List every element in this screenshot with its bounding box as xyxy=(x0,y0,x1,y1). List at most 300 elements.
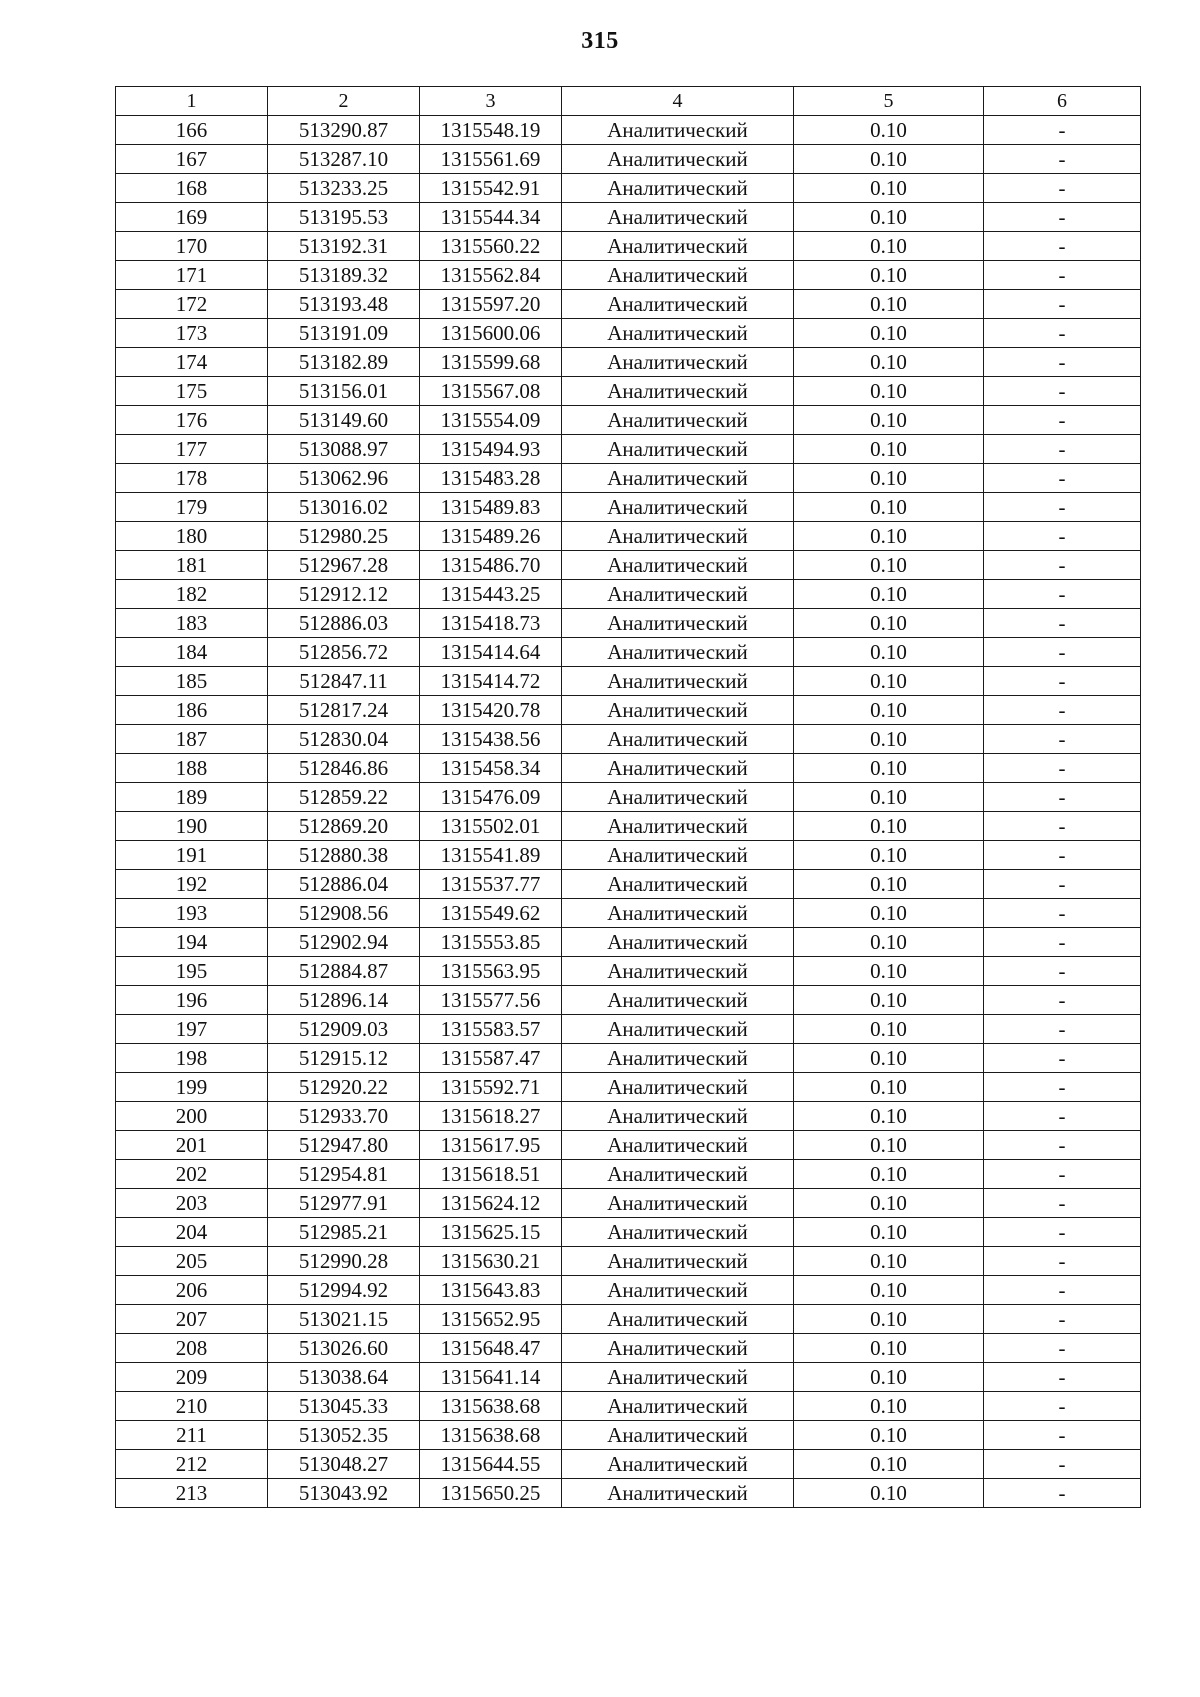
table-row xyxy=(116,957,1141,986)
coordinates-table xyxy=(115,86,1141,1508)
x-coordinate-cell: 512886.03 xyxy=(268,609,420,638)
accuracy-cell: 0.10 xyxy=(794,1073,984,1102)
table-row xyxy=(116,1160,1141,1189)
y-coordinate-cell: 1315561.69 xyxy=(420,145,562,174)
note-cell: - xyxy=(984,1131,1141,1160)
table-row xyxy=(116,522,1141,551)
accuracy-cell: 0.10 xyxy=(794,1189,984,1218)
accuracy-cell: 0.10 xyxy=(794,1102,984,1131)
note-cell: - xyxy=(984,580,1141,609)
y-coordinate-cell: 1315554.09 xyxy=(420,406,562,435)
table-row xyxy=(116,986,1141,1015)
method-cell: Аналитический xyxy=(562,551,794,580)
x-coordinate-cell: 512954.81 xyxy=(268,1160,420,1189)
method-cell: Аналитический xyxy=(562,232,794,261)
accuracy-cell: 0.10 xyxy=(794,1044,984,1073)
x-coordinate-cell: 513195.53 xyxy=(268,203,420,232)
accuracy-cell: 0.10 xyxy=(794,348,984,377)
table-row xyxy=(116,1276,1141,1305)
method-cell: Аналитический xyxy=(562,986,794,1015)
accuracy-cell: 0.10 xyxy=(794,986,984,1015)
accuracy-cell: 0.10 xyxy=(794,725,984,754)
point-number-cell: 178 xyxy=(116,464,268,493)
y-coordinate-cell: 1315438.56 xyxy=(420,725,562,754)
table-row xyxy=(116,116,1141,145)
note-cell: - xyxy=(984,1421,1141,1450)
method-cell: Аналитический xyxy=(562,1218,794,1247)
note-cell: - xyxy=(984,116,1141,145)
point-number-cell: 204 xyxy=(116,1218,268,1247)
x-coordinate-cell: 513062.96 xyxy=(268,464,420,493)
point-number-cell: 200 xyxy=(116,1102,268,1131)
x-coordinate-cell: 513043.92 xyxy=(268,1479,420,1508)
table-row xyxy=(116,1305,1141,1334)
y-coordinate-cell: 1315618.27 xyxy=(420,1102,562,1131)
accuracy-cell: 0.10 xyxy=(794,783,984,812)
method-cell: Аналитический xyxy=(562,783,794,812)
note-cell: - xyxy=(984,1189,1141,1218)
method-cell: Аналитический xyxy=(562,957,794,986)
point-number-cell: 184 xyxy=(116,638,268,667)
note-cell: - xyxy=(984,464,1141,493)
point-number-cell: 168 xyxy=(116,174,268,203)
point-number-cell: 179 xyxy=(116,493,268,522)
y-coordinate-cell: 1315549.62 xyxy=(420,899,562,928)
x-coordinate-cell: 512886.04 xyxy=(268,870,420,899)
accuracy-cell: 0.10 xyxy=(794,841,984,870)
x-coordinate-cell: 512967.28 xyxy=(268,551,420,580)
accuracy-cell: 0.10 xyxy=(794,406,984,435)
accuracy-cell: 0.10 xyxy=(794,1131,984,1160)
point-number-cell: 203 xyxy=(116,1189,268,1218)
point-number-cell: 209 xyxy=(116,1363,268,1392)
point-number-cell: 197 xyxy=(116,1015,268,1044)
y-coordinate-cell: 1315592.71 xyxy=(420,1073,562,1102)
method-cell: Аналитический xyxy=(562,1044,794,1073)
table-row xyxy=(116,1247,1141,1276)
y-coordinate-cell: 1315625.15 xyxy=(420,1218,562,1247)
table-row xyxy=(116,464,1141,493)
accuracy-cell: 0.10 xyxy=(794,1479,984,1508)
table-row xyxy=(116,812,1141,841)
note-cell: - xyxy=(984,696,1141,725)
point-number-cell: 175 xyxy=(116,377,268,406)
note-cell: - xyxy=(984,551,1141,580)
y-coordinate-cell: 1315420.78 xyxy=(420,696,562,725)
point-number-cell: 185 xyxy=(116,667,268,696)
note-cell: - xyxy=(984,1160,1141,1189)
note-cell: - xyxy=(984,841,1141,870)
accuracy-cell: 0.10 xyxy=(794,754,984,783)
method-cell: Аналитический xyxy=(562,1247,794,1276)
note-cell: - xyxy=(984,522,1141,551)
point-number-cell: 201 xyxy=(116,1131,268,1160)
x-coordinate-cell: 512830.04 xyxy=(268,725,420,754)
method-cell: Аналитический xyxy=(562,348,794,377)
x-coordinate-cell: 512896.14 xyxy=(268,986,420,1015)
y-coordinate-cell: 1315583.57 xyxy=(420,1015,562,1044)
y-coordinate-cell: 1315563.95 xyxy=(420,957,562,986)
y-coordinate-cell: 1315486.70 xyxy=(420,551,562,580)
method-cell: Аналитический xyxy=(562,1276,794,1305)
accuracy-cell: 0.10 xyxy=(794,696,984,725)
table-row xyxy=(116,841,1141,870)
table-row xyxy=(116,174,1141,203)
table-row xyxy=(116,667,1141,696)
method-cell: Аналитический xyxy=(562,1421,794,1450)
x-coordinate-cell: 512980.25 xyxy=(268,522,420,551)
point-number-cell: 195 xyxy=(116,957,268,986)
table-row xyxy=(116,435,1141,464)
method-cell: Аналитический xyxy=(562,812,794,841)
method-cell: Аналитический xyxy=(562,203,794,232)
x-coordinate-cell: 513048.27 xyxy=(268,1450,420,1479)
accuracy-cell: 0.10 xyxy=(794,319,984,348)
x-coordinate-cell: 513045.33 xyxy=(268,1392,420,1421)
y-coordinate-cell: 1315553.85 xyxy=(420,928,562,957)
note-cell: - xyxy=(984,1044,1141,1073)
y-coordinate-cell: 1315542.91 xyxy=(420,174,562,203)
method-cell: Аналитический xyxy=(562,928,794,957)
method-cell: Аналитический xyxy=(562,1450,794,1479)
method-cell: Аналитический xyxy=(562,1363,794,1392)
table-row xyxy=(116,145,1141,174)
method-cell: Аналитический xyxy=(562,290,794,319)
point-number-cell: 176 xyxy=(116,406,268,435)
table-row xyxy=(116,203,1141,232)
table-row xyxy=(116,580,1141,609)
point-number-cell: 208 xyxy=(116,1334,268,1363)
note-cell: - xyxy=(984,1218,1141,1247)
accuracy-cell: 0.10 xyxy=(794,870,984,899)
accuracy-cell: 0.10 xyxy=(794,899,984,928)
table-header-row xyxy=(116,87,1141,116)
accuracy-cell: 0.10 xyxy=(794,551,984,580)
method-cell: Аналитический xyxy=(562,261,794,290)
accuracy-cell: 0.10 xyxy=(794,174,984,203)
accuracy-cell: 0.10 xyxy=(794,464,984,493)
y-coordinate-cell: 1315476.09 xyxy=(420,783,562,812)
accuracy-cell: 0.10 xyxy=(794,232,984,261)
accuracy-cell: 0.10 xyxy=(794,1015,984,1044)
y-coordinate-cell: 1315414.64 xyxy=(420,638,562,667)
y-coordinate-cell: 1315494.93 xyxy=(420,435,562,464)
point-number-cell: 180 xyxy=(116,522,268,551)
method-cell: Аналитический xyxy=(562,406,794,435)
note-cell: - xyxy=(984,986,1141,1015)
accuracy-cell: 0.10 xyxy=(794,638,984,667)
x-coordinate-cell: 513182.89 xyxy=(268,348,420,377)
column-header: 5 xyxy=(794,87,984,116)
point-number-cell: 171 xyxy=(116,261,268,290)
y-coordinate-cell: 1315418.73 xyxy=(420,609,562,638)
method-cell: Аналитический xyxy=(562,580,794,609)
note-cell: - xyxy=(984,1276,1141,1305)
accuracy-cell: 0.10 xyxy=(794,377,984,406)
accuracy-cell: 0.10 xyxy=(794,203,984,232)
table-row xyxy=(116,493,1141,522)
method-cell: Аналитический xyxy=(562,899,794,928)
point-number-cell: 172 xyxy=(116,290,268,319)
note-cell: - xyxy=(984,667,1141,696)
x-coordinate-cell: 513156.01 xyxy=(268,377,420,406)
method-cell: Аналитический xyxy=(562,609,794,638)
accuracy-cell: 0.10 xyxy=(794,609,984,638)
y-coordinate-cell: 1315648.47 xyxy=(420,1334,562,1363)
y-coordinate-cell: 1315644.55 xyxy=(420,1450,562,1479)
x-coordinate-cell: 512994.92 xyxy=(268,1276,420,1305)
x-coordinate-cell: 513191.09 xyxy=(268,319,420,348)
point-number-cell: 167 xyxy=(116,145,268,174)
point-number-cell: 181 xyxy=(116,551,268,580)
note-cell: - xyxy=(984,261,1141,290)
y-coordinate-cell: 1315599.68 xyxy=(420,348,562,377)
column-header: 3 xyxy=(420,87,562,116)
table-row xyxy=(116,1073,1141,1102)
x-coordinate-cell: 512846.86 xyxy=(268,754,420,783)
table-row xyxy=(116,232,1141,261)
point-number-cell: 196 xyxy=(116,986,268,1015)
method-cell: Аналитический xyxy=(562,638,794,667)
accuracy-cell: 0.10 xyxy=(794,1160,984,1189)
x-coordinate-cell: 513021.15 xyxy=(268,1305,420,1334)
x-coordinate-cell: 513287.10 xyxy=(268,145,420,174)
x-coordinate-cell: 512817.24 xyxy=(268,696,420,725)
y-coordinate-cell: 1315458.34 xyxy=(420,754,562,783)
method-cell: Аналитический xyxy=(562,1073,794,1102)
point-number-cell: 169 xyxy=(116,203,268,232)
point-number-cell: 191 xyxy=(116,841,268,870)
point-number-cell: 194 xyxy=(116,928,268,957)
point-number-cell: 193 xyxy=(116,899,268,928)
y-coordinate-cell: 1315502.01 xyxy=(420,812,562,841)
table-row xyxy=(116,609,1141,638)
y-coordinate-cell: 1315567.08 xyxy=(420,377,562,406)
note-cell: - xyxy=(984,812,1141,841)
note-cell: - xyxy=(984,435,1141,464)
method-cell: Аналитический xyxy=(562,725,794,754)
x-coordinate-cell: 513052.35 xyxy=(268,1421,420,1450)
point-number-cell: 213 xyxy=(116,1479,268,1508)
table-row xyxy=(116,319,1141,348)
note-cell: - xyxy=(984,1247,1141,1276)
point-number-cell: 206 xyxy=(116,1276,268,1305)
y-coordinate-cell: 1315650.25 xyxy=(420,1479,562,1508)
method-cell: Аналитический xyxy=(562,870,794,899)
y-coordinate-cell: 1315537.77 xyxy=(420,870,562,899)
table-row xyxy=(116,1189,1141,1218)
x-coordinate-cell: 512947.80 xyxy=(268,1131,420,1160)
y-coordinate-cell: 1315489.83 xyxy=(420,493,562,522)
table-row xyxy=(116,696,1141,725)
x-coordinate-cell: 512869.20 xyxy=(268,812,420,841)
note-cell: - xyxy=(984,1015,1141,1044)
table-row xyxy=(116,406,1141,435)
table-row xyxy=(116,1421,1141,1450)
method-cell: Аналитический xyxy=(562,145,794,174)
point-number-cell: 173 xyxy=(116,319,268,348)
y-coordinate-cell: 1315638.68 xyxy=(420,1421,562,1450)
table-row xyxy=(116,377,1141,406)
x-coordinate-cell: 513189.32 xyxy=(268,261,420,290)
table-row xyxy=(116,1131,1141,1160)
accuracy-cell: 0.10 xyxy=(794,1218,984,1247)
accuracy-cell: 0.10 xyxy=(794,812,984,841)
y-coordinate-cell: 1315414.72 xyxy=(420,667,562,696)
point-number-cell: 207 xyxy=(116,1305,268,1334)
table-row xyxy=(116,899,1141,928)
point-number-cell: 187 xyxy=(116,725,268,754)
method-cell: Аналитический xyxy=(562,319,794,348)
note-cell: - xyxy=(984,638,1141,667)
table-body xyxy=(116,116,1141,1508)
accuracy-cell: 0.10 xyxy=(794,145,984,174)
method-cell: Аналитический xyxy=(562,377,794,406)
x-coordinate-cell: 512909.03 xyxy=(268,1015,420,1044)
table-row xyxy=(116,783,1141,812)
x-coordinate-cell: 513192.31 xyxy=(268,232,420,261)
y-coordinate-cell: 1315560.22 xyxy=(420,232,562,261)
y-coordinate-cell: 1315541.89 xyxy=(420,841,562,870)
point-number-cell: 188 xyxy=(116,754,268,783)
x-coordinate-cell: 513193.48 xyxy=(268,290,420,319)
method-cell: Аналитический xyxy=(562,1392,794,1421)
point-number-cell: 212 xyxy=(116,1450,268,1479)
note-cell: - xyxy=(984,290,1141,319)
method-cell: Аналитический xyxy=(562,1189,794,1218)
accuracy-cell: 0.10 xyxy=(794,957,984,986)
x-coordinate-cell: 512985.21 xyxy=(268,1218,420,1247)
point-number-cell: 174 xyxy=(116,348,268,377)
note-cell: - xyxy=(984,1073,1141,1102)
accuracy-cell: 0.10 xyxy=(794,116,984,145)
note-cell: - xyxy=(984,348,1141,377)
accuracy-cell: 0.10 xyxy=(794,1247,984,1276)
method-cell: Аналитический xyxy=(562,1305,794,1334)
accuracy-cell: 0.10 xyxy=(794,435,984,464)
x-coordinate-cell: 512912.12 xyxy=(268,580,420,609)
table-row xyxy=(116,1218,1141,1247)
x-coordinate-cell: 513016.02 xyxy=(268,493,420,522)
accuracy-cell: 0.10 xyxy=(794,1363,984,1392)
point-number-cell: 198 xyxy=(116,1044,268,1073)
method-cell: Аналитический xyxy=(562,464,794,493)
table-row xyxy=(116,1015,1141,1044)
note-cell: - xyxy=(984,1305,1141,1334)
table-row xyxy=(116,870,1141,899)
x-coordinate-cell: 512977.91 xyxy=(268,1189,420,1218)
method-cell: Аналитический xyxy=(562,1102,794,1131)
point-number-cell: 186 xyxy=(116,696,268,725)
y-coordinate-cell: 1315643.83 xyxy=(420,1276,562,1305)
table-row xyxy=(116,1334,1141,1363)
note-cell: - xyxy=(984,1363,1141,1392)
x-coordinate-cell: 512884.87 xyxy=(268,957,420,986)
table-row xyxy=(116,725,1141,754)
table-row xyxy=(116,1044,1141,1073)
note-cell: - xyxy=(984,232,1141,261)
point-number-cell: 182 xyxy=(116,580,268,609)
y-coordinate-cell: 1315443.25 xyxy=(420,580,562,609)
table-row xyxy=(116,290,1141,319)
accuracy-cell: 0.10 xyxy=(794,1421,984,1450)
table-row xyxy=(116,1392,1141,1421)
x-coordinate-cell: 512908.56 xyxy=(268,899,420,928)
x-coordinate-cell: 513149.60 xyxy=(268,406,420,435)
y-coordinate-cell: 1315641.14 xyxy=(420,1363,562,1392)
point-number-cell: 202 xyxy=(116,1160,268,1189)
y-coordinate-cell: 1315638.68 xyxy=(420,1392,562,1421)
note-cell: - xyxy=(984,174,1141,203)
y-coordinate-cell: 1315577.56 xyxy=(420,986,562,1015)
y-coordinate-cell: 1315562.84 xyxy=(420,261,562,290)
accuracy-cell: 0.10 xyxy=(794,522,984,551)
x-coordinate-cell: 513290.87 xyxy=(268,116,420,145)
point-number-cell: 189 xyxy=(116,783,268,812)
page-number: 315 xyxy=(581,28,619,54)
note-cell: - xyxy=(984,899,1141,928)
column-header: 4 xyxy=(562,87,794,116)
x-coordinate-cell: 513026.60 xyxy=(268,1334,420,1363)
note-cell: - xyxy=(984,1392,1141,1421)
note-cell: - xyxy=(984,928,1141,957)
note-cell: - xyxy=(984,145,1141,174)
x-coordinate-cell: 512902.94 xyxy=(268,928,420,957)
column-header: 6 xyxy=(984,87,1141,116)
accuracy-cell: 0.10 xyxy=(794,1305,984,1334)
point-number-cell: 211 xyxy=(116,1421,268,1450)
method-cell: Аналитический xyxy=(562,435,794,464)
accuracy-cell: 0.10 xyxy=(794,1334,984,1363)
table-row xyxy=(116,261,1141,290)
note-cell: - xyxy=(984,1479,1141,1508)
table-row xyxy=(116,551,1141,580)
accuracy-cell: 0.10 xyxy=(794,261,984,290)
x-coordinate-cell: 513038.64 xyxy=(268,1363,420,1392)
point-number-cell: 205 xyxy=(116,1247,268,1276)
table-row xyxy=(116,928,1141,957)
method-cell: Аналитический xyxy=(562,841,794,870)
y-coordinate-cell: 1315489.26 xyxy=(420,522,562,551)
column-header: 1 xyxy=(116,87,268,116)
y-coordinate-cell: 1315544.34 xyxy=(420,203,562,232)
method-cell: Аналитический xyxy=(562,1160,794,1189)
table-row xyxy=(116,348,1141,377)
x-coordinate-cell: 513088.97 xyxy=(268,435,420,464)
table-row xyxy=(116,638,1141,667)
point-number-cell: 190 xyxy=(116,812,268,841)
point-number-cell: 210 xyxy=(116,1392,268,1421)
y-coordinate-cell: 1315587.47 xyxy=(420,1044,562,1073)
method-cell: Аналитический xyxy=(562,1334,794,1363)
note-cell: - xyxy=(984,870,1141,899)
accuracy-cell: 0.10 xyxy=(794,580,984,609)
y-coordinate-cell: 1315618.51 xyxy=(420,1160,562,1189)
table-row xyxy=(116,1102,1141,1131)
note-cell: - xyxy=(984,319,1141,348)
method-cell: Аналитический xyxy=(562,667,794,696)
x-coordinate-cell: 512933.70 xyxy=(268,1102,420,1131)
note-cell: - xyxy=(984,203,1141,232)
method-cell: Аналитический xyxy=(562,1479,794,1508)
note-cell: - xyxy=(984,406,1141,435)
note-cell: - xyxy=(984,1450,1141,1479)
point-number-cell: 166 xyxy=(116,116,268,145)
y-coordinate-cell: 1315483.28 xyxy=(420,464,562,493)
point-number-cell: 177 xyxy=(116,435,268,464)
note-cell: - xyxy=(984,1102,1141,1131)
method-cell: Аналитический xyxy=(562,754,794,783)
